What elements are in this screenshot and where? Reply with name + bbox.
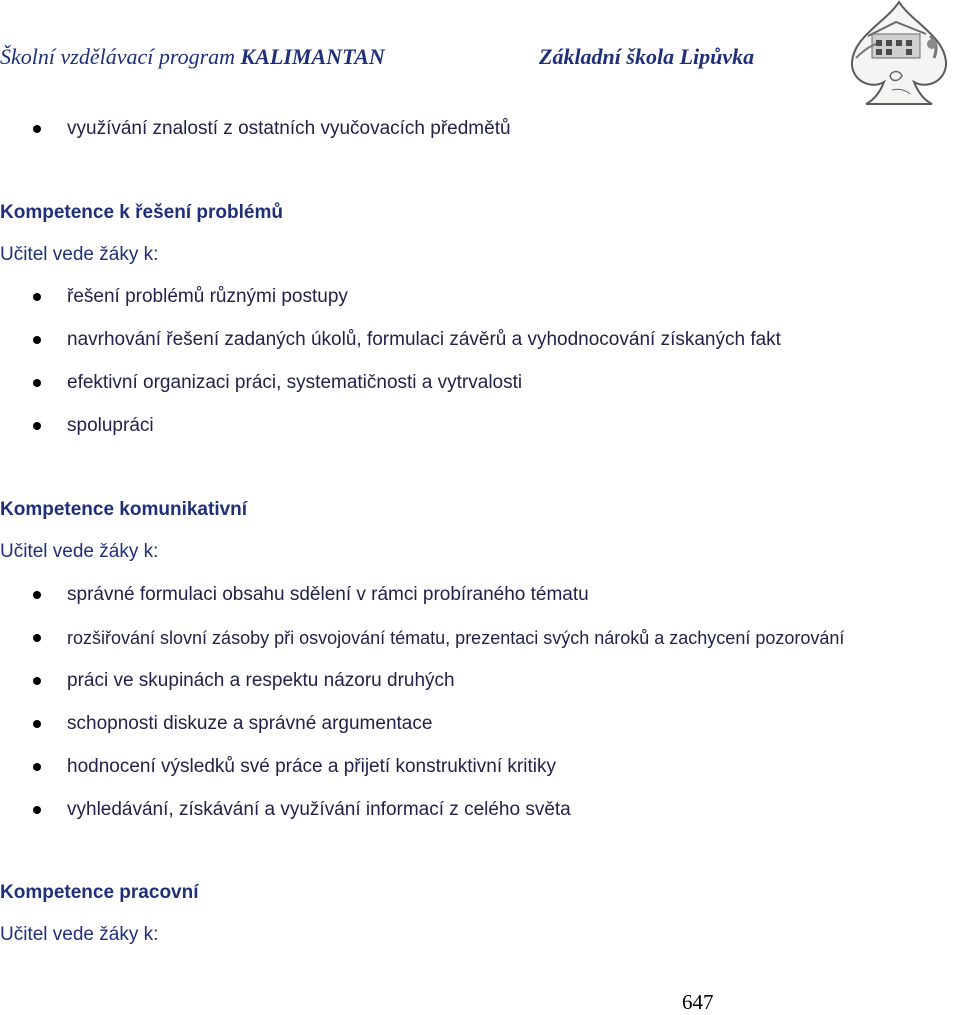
- bullet-icon: [33, 720, 41, 728]
- list-item-text: využívání znalostí z ostatních vyučovacích předmětů: [67, 118, 511, 139]
- bullet-icon: [33, 634, 41, 642]
- section-intro: Učitel vede žáky k:: [0, 541, 159, 562]
- bullet-icon: [33, 336, 41, 344]
- list-item-text: řešení problémů různými postupy: [67, 286, 348, 307]
- section-intro: Učitel vede žáky k:: [0, 924, 159, 945]
- section-heading: Kompetence pracovní: [0, 882, 199, 903]
- list-item-text: vyhledávání, získávání a využívání informací z celého světa: [67, 799, 571, 820]
- list-item-text: hodnocení výsledků své práce a přijetí konstruktivní kritiky: [67, 756, 556, 777]
- bullet-icon: [33, 677, 41, 685]
- list-item-text: rozšiřování slovní zásoby při osvojování tématu, prezentaci svých nároků a zachycení pozorování: [67, 628, 845, 648]
- section-heading: Kompetence k řešení problémů: [0, 202, 283, 223]
- list-item-text: správné formulaci obsahu sdělení v rámci probíraného tématu: [67, 584, 589, 605]
- bullet-icon: [33, 591, 41, 599]
- program-title: [0, 44, 385, 70]
- section-intro: Učitel vede žáky k:: [0, 244, 159, 265]
- bullet-icon: [33, 806, 41, 814]
- list-item-text: práci ve skupinách a respektu názoru druhých: [67, 670, 455, 691]
- page-number: 647: [682, 990, 714, 1014]
- list-item-text: navrhování řešení zadaných úkolů, formulaci závěrů a vyhodnocování získaných fakt: [67, 329, 781, 350]
- school-emblem-spade-icon: [846, 0, 952, 108]
- program-name: KALIMANTAN: [240, 44, 385, 69]
- bullet-icon: [33, 379, 41, 387]
- bullet-icon: [33, 293, 41, 301]
- school-name: Základní škola Lipůvka: [539, 44, 755, 69]
- program-prefix: Školní vzdělávací program: [0, 44, 241, 69]
- list-item-text: efektivní organizaci práci, systematičnosti a vytrvalosti: [67, 372, 523, 393]
- list-item-text: spolupráci: [67, 415, 154, 436]
- bullet-icon: [33, 422, 41, 430]
- section-heading: Kompetence komunikativní: [0, 499, 248, 520]
- list-item-text: schopnosti diskuze a správné argumentace: [67, 713, 433, 734]
- bullet-icon: [33, 763, 41, 771]
- bullet-icon: [33, 125, 41, 133]
